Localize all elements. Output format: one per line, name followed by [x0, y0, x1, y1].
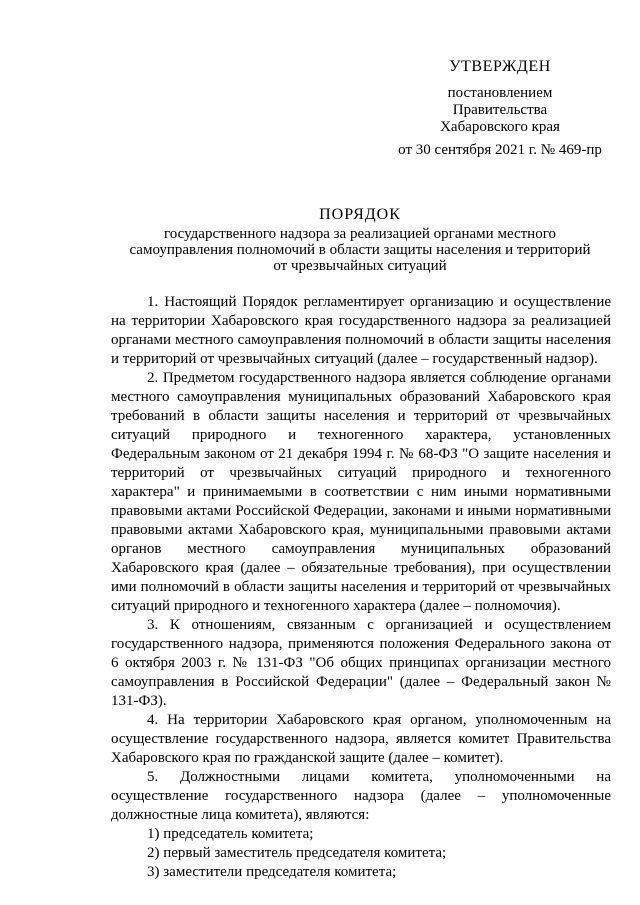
list-item: 2) первый заместитель председателя комитета;: [147, 845, 447, 861]
subtitle-line: самоуправления полномочий в области защиты населения и территорий: [129, 242, 591, 258]
approval-line-1: постановлением: [447, 85, 553, 101]
approval-date: от 30 сентября 2021 г. № 469-пр: [398, 142, 602, 158]
document-title: ПОРЯДОК: [319, 206, 401, 223]
paragraph-1: 1. Настоящий Порядок регламентирует организацию и осуществление на территории Хабаровского края государственного надзора за реализацией органами местного самоуправления полномочий в области защиты населения и территорий от чрезвычайных ситуаций (далее – государственный надзор).: [111, 294, 611, 367]
paragraph-3: 3. К отношениям, связанным с организацией и осуществлением государственного надзора, применяются положения Федерального закона от 6 октября 2003 г. № 131-ФЗ "Об общих принципах организации местного самоуправления в Российской Федерации" (далее – Федеральный закон № 131-ФЗ).: [111, 617, 611, 709]
subtitle-line: от чрезвычайных ситуаций: [273, 258, 447, 274]
approval-block: [380, 58, 620, 159]
list-item: 3) заместители председателя комитета;: [147, 864, 397, 880]
approval-line-3: Хабаровского края: [440, 119, 560, 135]
approval-line-2: Правительства: [452, 102, 548, 118]
document-subtitle: [110, 226, 610, 274]
document-body: [111, 293, 611, 882]
approval-stamp: УТВЕРЖДЕН: [449, 58, 551, 75]
list-item: 1) председатель комитета;: [147, 826, 314, 842]
paragraph-5: 5. Должностными лицами комитета, уполномоченными на осуществление государственного надзора (далее – уполномоченные должностные лица комитета), являются:: [111, 769, 611, 823]
subtitle-line: государственного надзора за реализацией органами местного: [163, 226, 556, 242]
paragraph-4: 4. На территории Хабаровского края органом, уполномоченным на осуществление государственного надзора, является комитет Правительства Хабаровского края по гражданской защите (далее – комитет).: [111, 712, 611, 766]
paragraph-2: 2. Предметом государственного надзора является соблюдение органами местного самоуправления муниципальных образований Хабаровского края требований в области защиты населения и территорий от чрезвычайных ситуаций природного и техногенного характера, установленных Федеральным законом от 21 декабря 1994 г. № 68-ФЗ "О защите населения и территорий от чрезвычайных ситуаций природного и техногенного характера" и принимаемыми в соответствии с ним иными нормативными правовыми актами Российской Федерации, законами и иными нормативными правовыми актами Хабаровского края, муниципальными правовыми актами органов местного самоуправления муниципальных образований Хабаровского края (далее – обязательные требования), при осуществлении ими полномочий в области защиты населения и территорий от чрезвычайных ситуаций природного и техногенного характера (далее – полномочия).: [111, 370, 611, 614]
